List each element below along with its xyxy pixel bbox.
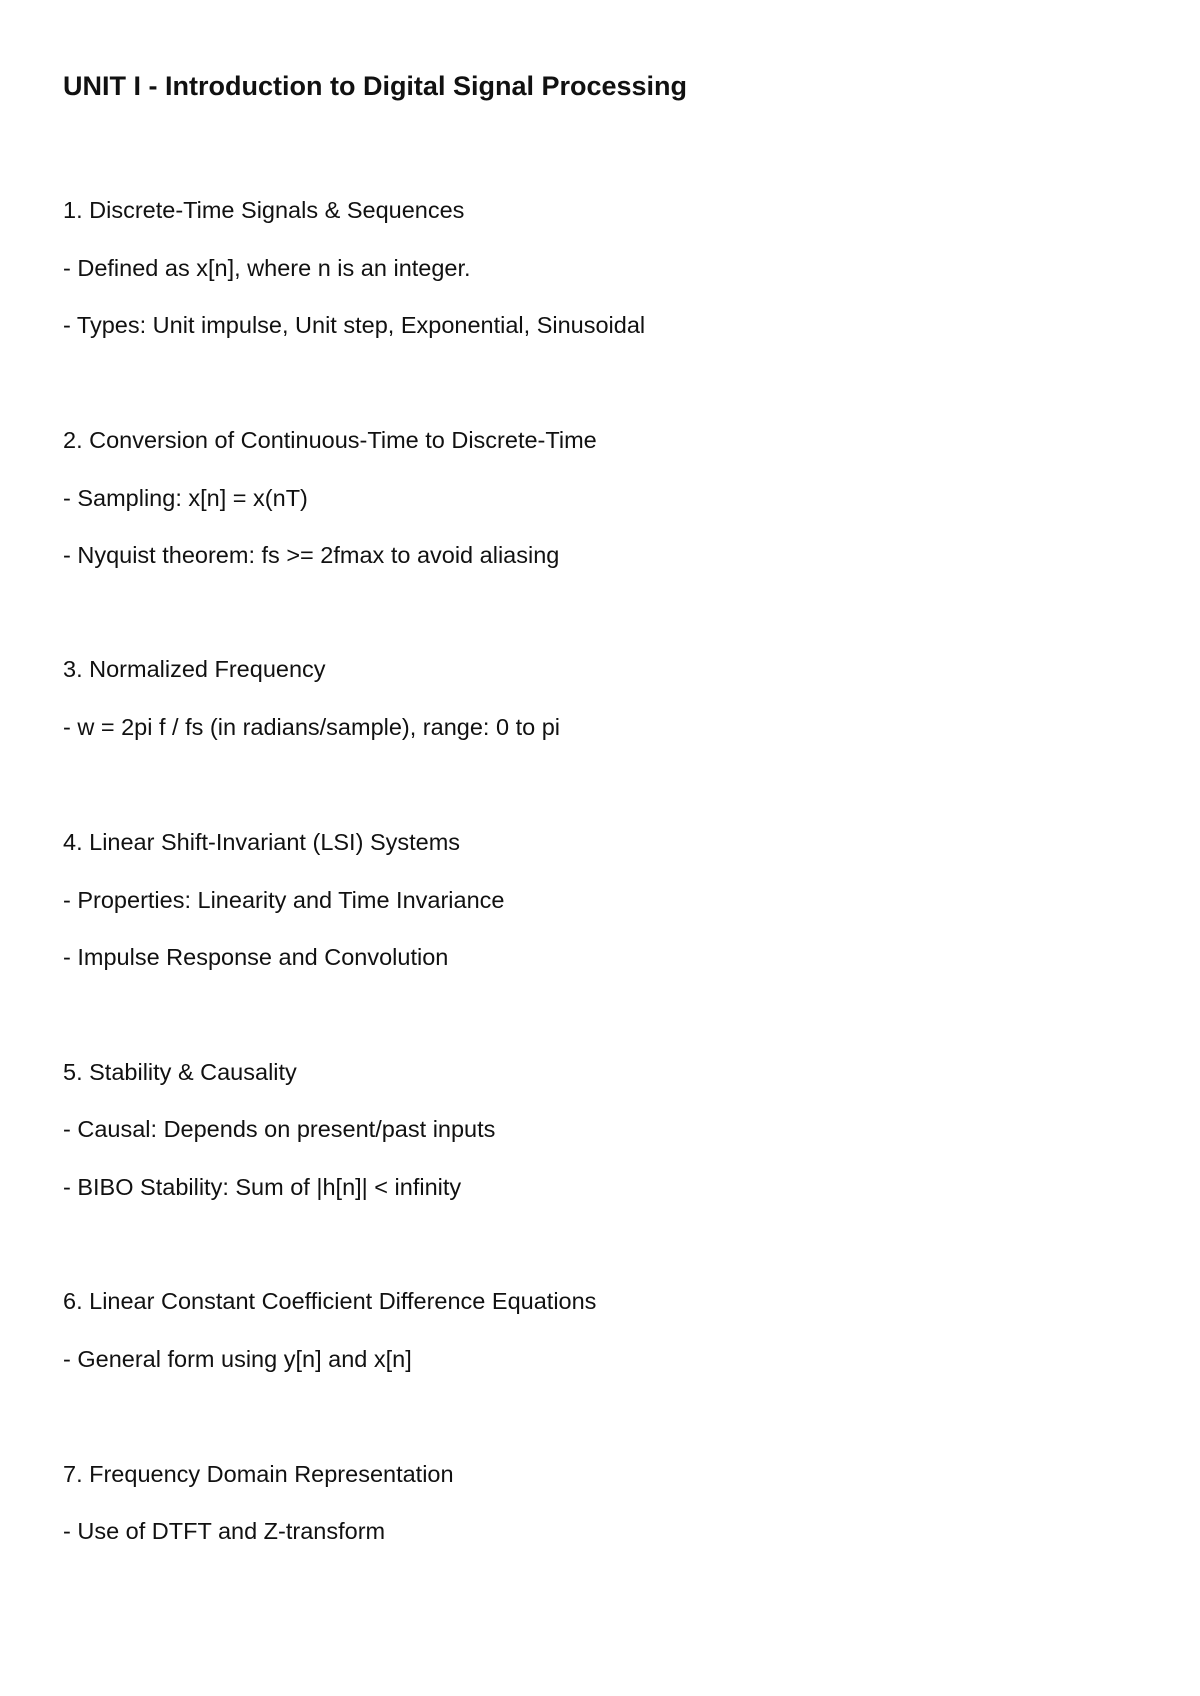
section-3-heading: 3. Normalized Frequency bbox=[63, 656, 326, 682]
section-7-point-1: - Use of DTFT and Z-transform bbox=[63, 1518, 386, 1544]
section-4-point-2: - Impulse Response and Convolution bbox=[63, 944, 449, 970]
section-5-heading: 5. Stability & Causality bbox=[63, 1059, 297, 1085]
section-4-heading: 4. Linear Shift-Invariant (LSI) Systems bbox=[63, 829, 461, 855]
section-1-point-1: - Defined as x[n], where n is an integer. bbox=[63, 255, 471, 281]
section-2-point-1: - Sampling: x[n] = x(nT) bbox=[63, 485, 308, 511]
section-1-heading: 1. Discrete-Time Signals & Sequences bbox=[63, 197, 465, 223]
section-5-point-2: - BIBO Stability: Sum of |h[n]| < infinity bbox=[63, 1174, 462, 1200]
section-6-heading: 6. Linear Constant Coefficient Difference Equations bbox=[63, 1288, 597, 1314]
section-7-heading: 7. Frequency Domain Representation bbox=[63, 1461, 454, 1487]
section-4-point-1: - Properties: Linearity and Time Invariance bbox=[63, 887, 505, 913]
document-title: UNIT I - Introduction to Digital Signal Processing bbox=[63, 71, 688, 101]
section-3-point-1: - w = 2pi f / fs (in radians/sample), range: 0 to pi bbox=[63, 714, 560, 740]
section-5-point-1: - Causal: Depends on present/past inputs bbox=[63, 1116, 496, 1142]
section-2-point-2: - Nyquist theorem: fs >= 2fmax to avoid aliasing bbox=[63, 542, 560, 568]
section-6-point-1: - General form using y[n] and x[n] bbox=[63, 1346, 412, 1372]
section-2-heading: 2. Conversion of Continuous-Time to Discrete-Time bbox=[63, 427, 597, 453]
section-1-point-2: - Types: Unit impulse, Unit step, Exponential, Sinusoidal bbox=[63, 312, 646, 338]
